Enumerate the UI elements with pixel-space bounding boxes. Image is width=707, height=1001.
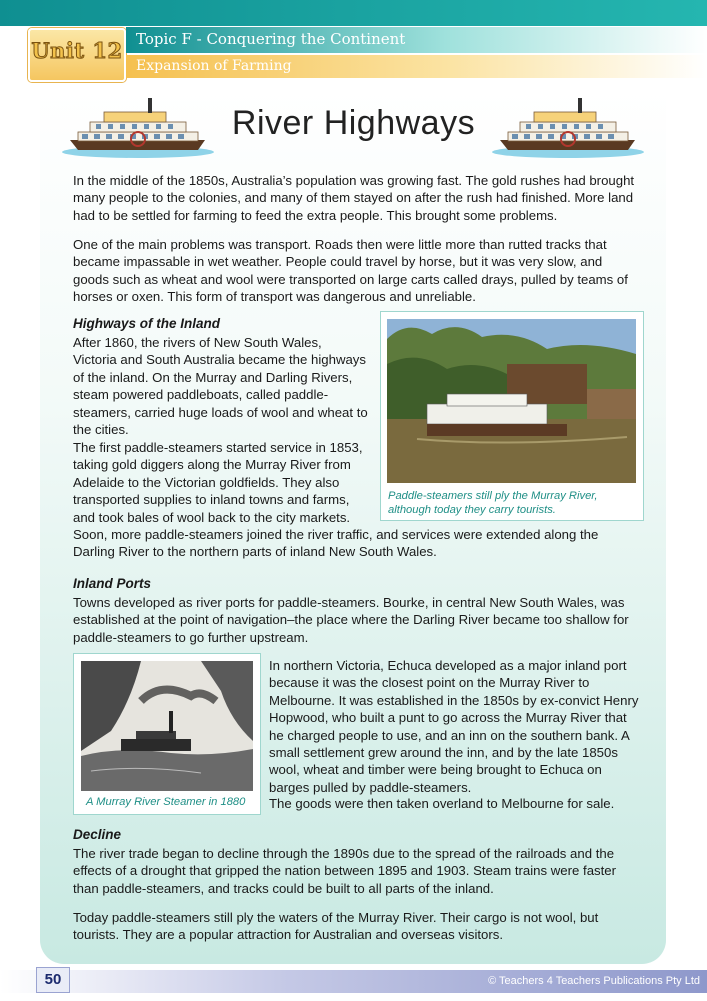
- photo-frame-paddle-steamer: [380, 311, 644, 521]
- topic-bar: [126, 27, 707, 53]
- decline-paragraph-1: The river trade began to decline through the 1890s due to the spread of the railroads and the effects of a drought that gripped the nation between 1895 and 1903. Steam trains were faster than paddle-steamers, and tracks could be built to all parts of the inland.: [73, 846, 617, 896]
- intro-paragraph-1: In the middle of the 1850s, Australia’s population was growing fast. The gold rushes had brought many people to the colonies, and many of them stayed on after the rush had finished. More land had to be settled for farming to feed the extra people. This brought some problems.: [73, 173, 635, 223]
- subtopic-title: Expansion of Farming: [136, 58, 292, 74]
- heading-decline: Decline: [73, 827, 122, 842]
- subtopic-bar: [126, 55, 707, 78]
- ports-paragraph-1: Towns developed as river ports for paddle-steamers. Bourke, in central New South Wales, was established at the point of navigation–the place where the Darling River became too shallow for paddle-steamers to go further upstream.: [73, 595, 629, 645]
- photo-caption-2: A Murray River Steamer in 1880: [86, 796, 246, 808]
- ports-paragraph-2: In northern Victoria, Echuca developed as a major inland port because it was the closest point on the Murray River to Melbourne. It was established in the 1850s by ex-convict Henry Hopwood, who built a punt to go across the Murray River that he charged people to use, and an inn on the southern bank. A small settlement grew around the inn, and by the late 1850s wool, wheat and timber were being brought to Echuca on barges pulled by paddle-steamers.: [269, 658, 639, 795]
- unit-badge: [28, 28, 126, 82]
- highways-paragraph-3: Soon, more paddle-steamers joined the river traffic, and services were extended along the Darling River to the northern parts of inland New South Wales.: [73, 527, 599, 560]
- highways-paragraph-2: The first paddle-steamers started service in 1853, taking gold diggers along the Murray River from Adelaide to the Victorian goldfields. They also transported supplies to inland towns and farms, and took bales of wool back to the city markets.: [73, 440, 363, 525]
- decline-paragraph-2: Today paddle-steamers still ply the waters of the Murray River. Their cargo is not wool, but tourists. They are a popular attraction for Australian and overseas visitors.: [73, 910, 599, 943]
- page-title: River Highways: [231, 104, 476, 142]
- ports-paragraph-3: The goods were then taken overland to Melbourne for sale.: [269, 796, 615, 811]
- photo-caption-1: Paddle-steamers still ply the Murray River, although today they carry tourists.: [388, 490, 598, 516]
- heading-highways: Highways of the Inland: [73, 316, 221, 331]
- unit-label: Unit 12: [31, 38, 123, 63]
- intro-paragraph-2: One of the main problems was transport. Roads then were little more than rutted tracks that became impassable in wet weather. People could travel by horse, but it was very slow, and goods such as wheat and wool were transported on large carts called drays, pulled by teams of horses or oxen. This form of transport was dangerous and unreliable.: [73, 237, 628, 305]
- topic-title: Topic F - Conquering the Continent: [136, 30, 406, 48]
- highways-paragraph-1: After 1860, the rivers of New South Wales, Victoria and South Australia became the highways of the inland. On the Murray and Darling Rivers, steam powered paddleboats, called paddle-steamers, carried huge loads of wool and wheat to the cities.: [73, 335, 368, 438]
- photo-frame-steamer-1880: [73, 653, 261, 815]
- paddle-steamer-photo: [387, 319, 636, 483]
- top-banner: [0, 0, 707, 26]
- copyright-notice: © Teachers 4 Teachers Publications Pty Ltd: [488, 975, 700, 987]
- heading-inland-ports: Inland Ports: [73, 576, 152, 591]
- page-number: 50: [36, 967, 70, 993]
- historic-steamer-engraving: [81, 661, 253, 791]
